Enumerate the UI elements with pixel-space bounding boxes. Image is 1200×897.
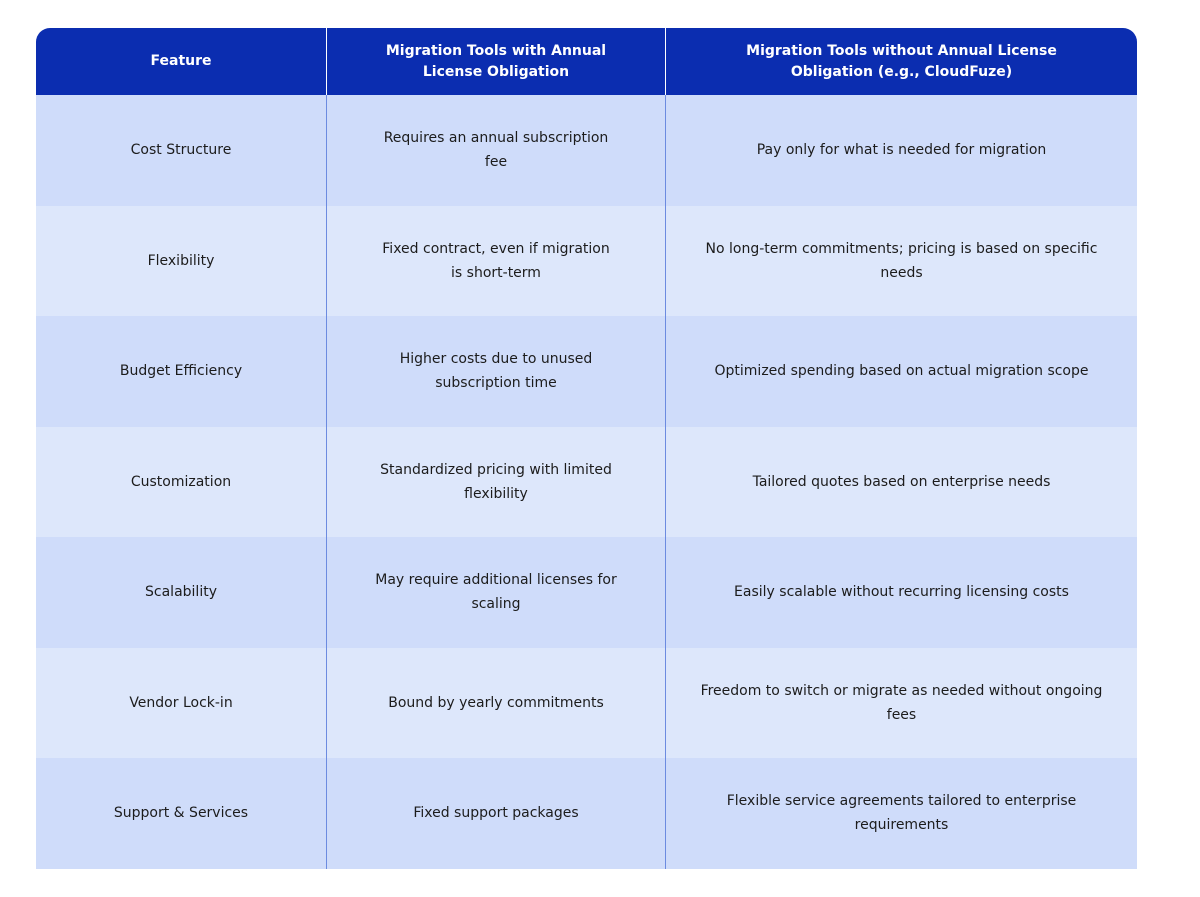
table-row (36, 206, 1137, 317)
with-license-cell: Fixed support packages (327, 758, 666, 869)
feature-cell: Budget Efficiency (36, 316, 327, 427)
without-license-cell: Pay only for what is needed for migration (756, 142, 1047, 159)
table-row (36, 758, 1137, 869)
without-license-cell: No long-term commitments; pricing is based on specific needs (705, 240, 1098, 281)
without-license-cell: Optimized spending based on actual migration scope (714, 363, 1089, 380)
without-license-cell: Easily scalable without recurring licensing costs (734, 584, 1069, 601)
table-header (36, 28, 1137, 95)
with-license-cell: Fixed contract, even if migration is short-term (327, 206, 666, 317)
table-row (36, 316, 1137, 427)
with-license-cell: Higher costs due to unused subscription time (327, 316, 666, 427)
feature-cell: Flexibility (36, 206, 327, 317)
without-license-cell: Flexible service agreements tailored to enterprise requirements (726, 793, 1077, 834)
with-license-cell: Standardized pricing with limited flexibility (327, 427, 666, 538)
feature-cell: Customization (36, 427, 327, 538)
header-feature: Feature (36, 28, 327, 95)
with-license-cell: Bound by yearly commitments (327, 648, 666, 759)
table-row (36, 95, 1137, 206)
feature-cell: Cost Structure (36, 95, 327, 206)
table-row (36, 427, 1137, 538)
feature-cell: Scalability (36, 537, 327, 648)
with-license-cell: Requires an annual subscription fee (327, 95, 666, 206)
without-license-cell: Freedom to switch or migrate as needed without ongoing fees (700, 682, 1103, 723)
table-row (36, 648, 1137, 759)
without-license-cell: Tailored quotes based on enterprise needs (752, 473, 1051, 490)
feature-cell: Vendor Lock-in (36, 648, 327, 759)
comparison-table (36, 28, 1137, 869)
header-without-license: Migration Tools without Annual License Obligation (e.g., CloudFuze) (746, 42, 1057, 80)
with-license-cell: May require additional licenses for scaling (327, 537, 666, 648)
table-row (36, 537, 1137, 648)
header-with-license: Migration Tools with Annual License Obligation (327, 28, 666, 95)
feature-cell: Support & Services (36, 758, 327, 869)
